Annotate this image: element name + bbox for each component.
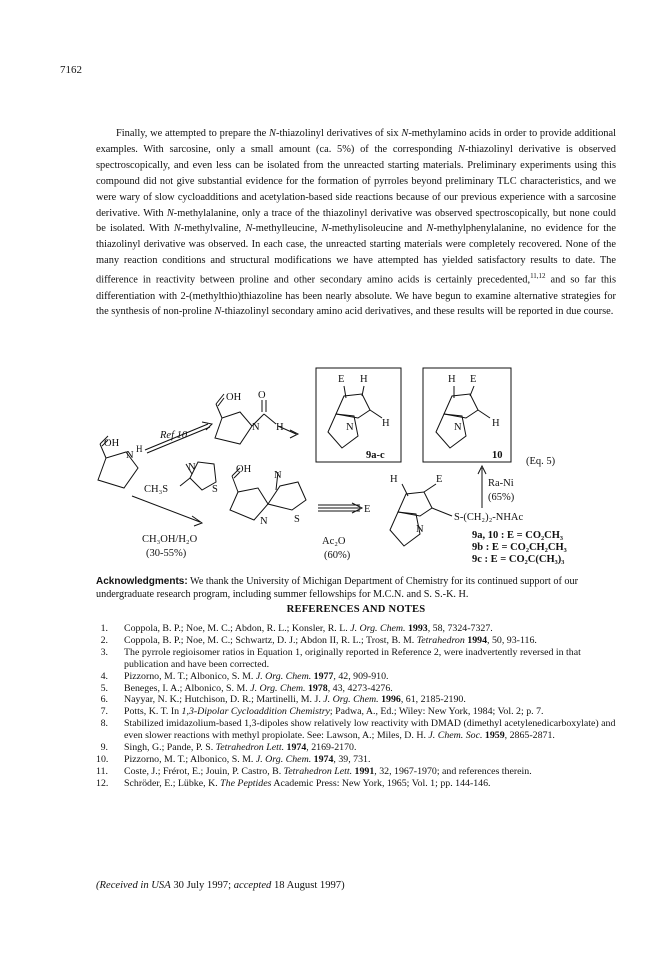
reference-item: 3. The pyrrole regioisomer ratios in Equation 1, originally reported in Reference 2, were inadvertently reversed in that publication and have been corrected. [100,646,581,670]
reference-item: 8. Stabilized imidazolium-based 1,3-dipoles show relatively low reactivity with DMAD (dimethyl acetylenedicarboxylate) and even slower reactions with methyl propiolate. See: Lawson, A.; Miles, D. H. J. Chem. Soc. 1959, 2865-2871. [100,718,616,742]
svg-text:Ra-Ni: Ra-Ni [488,478,514,489]
references-heading: REFERENCES AND NOTES [286,604,426,615]
reference-item: 1. Coppola, B. P.; Noe, M. C.; Abdon, R. L.; Konsler, R. L. J. Org. Chem. 1993, 58, 7324-7327. [100,623,493,634]
svg-text:N: N [346,422,354,433]
svg-text:H: H [360,374,368,385]
received-line: (Received in USA 30 July 1997; accepted 18 August 1997) [96,880,345,891]
references-list [96,623,621,790]
page-number: 7162 [60,64,82,76]
svg-text:OH: OH [226,392,242,403]
svg-text:O: O [258,390,266,401]
svg-text:S: S [212,484,218,495]
svg-text:E: E [436,474,443,485]
svg-text:S: S [294,514,300,525]
svg-text:N: N [274,470,282,481]
svg-text:9a, 10 : E = CO₂CH₃: 9a, 10 : E = CO₂CH₃ [472,530,564,541]
svg-text:N: N [260,516,268,527]
svg-text:OH: OH [104,438,120,449]
svg-text:10: 10 [492,450,503,461]
reaction-scheme [90,360,610,572]
svg-text:9b : E = CO₂CH₂CH₃: 9b : E = CO₂CH₂CH₃ [472,542,567,553]
body-paragraph: Finally, we attempted to prepare the N-thiazolinyl derivatives of six N-methylamino acids in order to provide additional examples. With sarcosine, only a small amount (ca. 5%) of the corresponding N-thiazolinyl derivative is observed spectroscopically, and even less can be isolated from the unreacted starting materials. Preliminary experiments using this compound did not give substantial evidence for the formation of pyrroles beyond preliminary TLC characteristics, and we were wary of slow cycloadditions and acetylation-based side reactions because of our previous experience with a sarcosine derivative. With N-methylalanine, only a trace of the thiazolinyl derivative was observed spectroscopically, but none could be isolated. With N-methylvaline, N-methylleucine, N-methylisoleucine and N-methylphenylalanine, no evidence for the thiazolinyl derivative was observed. In each case, the unreacted starting materials were completely recovered. None of the many reaction conditions and structural modifications we have attempted has yielded satisfactory results to date. The difference in reactivity between proline and other secondary amino acids is certainly precedented,$^{11,12}$ and so far this differentiation with 2-(methylthio)thiazoline has been nearly absolute. We have begun to examine alternative strategies for the synthesis of non-proline N-thiazolinyl secondary amino acid derivatives, and these results will be reported in due course. [96,128,616,318]
svg-text:(30-55%): (30-55%) [146,548,187,559]
svg-text:E: E [338,374,345,385]
reference-item: 2. Coppola, B. P.; Noe, M. C.; Schwartz, D. J.; Abdon II, R. L.; Trost, B. M. Tetrahedron 1994, 50, 93-116. [100,634,537,646]
acknowledgments: Acknowledgments: We thank the University of Michigan Department of Chemistry for its continued support of our undergraduate research program, including summer fellowships for M.C.N. and S. S.-K. H. [96,576,578,600]
svg-text:H: H [136,444,143,454]
svg-text:E: E [364,504,371,515]
svg-text:CH₃S: CH₃S [144,484,169,495]
svg-text:9c : E = CO₂C(CH₃)₃: 9c : E = CO₂C(CH₃)₃ [472,554,565,565]
svg-text:H: H [276,422,284,433]
svg-text:Ref 10: Ref 10 [160,430,188,441]
reference-item: 7. Potts, K. T. In 1,3-Dipolar Cycloaddition Chemistry; Padwa, A., Ed.; Wiley: New York, 1984; Vol. 2; p. 7. [100,706,544,718]
svg-text:E: E [470,374,477,385]
svg-text:Ac₂O: Ac₂O [322,536,346,547]
svg-text:OH: OH [236,464,252,475]
svg-text:H: H [448,374,456,385]
svg-text:N: N [252,422,260,433]
reference-item: 9. Singh, G.; Pande, P. S. Tetrahedron Lett. 1974, 2169-2170. [100,742,357,754]
reference-item: 10. Pizzorno, M. T.; Albonico, S. M. J. Org. Chem. 1974, 39, 731. [96,753,371,765]
svg-text:9a-c: 9a-c [366,450,385,461]
reference-item: 6. Nayyar, N. K.; Hutchison, D. R.; Martinelli, M. J. J. Org. Chem. 1996, 61, 2185-2190. [100,694,466,706]
svg-text:(65%): (65%) [488,492,515,503]
svg-text:N: N [454,422,462,433]
svg-text:H: H [492,418,500,429]
svg-text:(60%): (60%) [324,550,351,561]
reference-item: 12. Schröder, E.; Lübke, K. The Peptides Academic Press: New York, 1965; Vol. 1; pp. 144-146. [96,777,491,789]
svg-text:S-(CH₂)₂-NHAc: S-(CH₂)₂-NHAc [454,512,524,523]
reference-item: 4. Pizzorno, M. T.; Albonico, S. M. J. Org. Chem. 1977, 42, 909-910. [100,670,389,682]
reference-item: 5. Beneges, I. A.; Albonico, S. M. J. Org. Chem. 1978, 43, 4273-4276. [100,682,393,694]
svg-text:N: N [188,462,196,473]
reference-item: 11. Coste, J.; Frérot, E.; Jouin, P. Castro, B. Tetrahedron Lett. 1991, 32, 1967-1970; and references therein. [96,765,532,777]
svg-text:H: H [390,474,398,485]
svg-text:(Eq. 5): (Eq. 5) [526,456,556,467]
svg-text:N: N [126,450,134,461]
svg-text:N: N [416,524,424,535]
svg-text:CH₃OH/H₂O: CH₃OH/H₂O [142,534,198,545]
svg-text:H: H [382,418,390,429]
